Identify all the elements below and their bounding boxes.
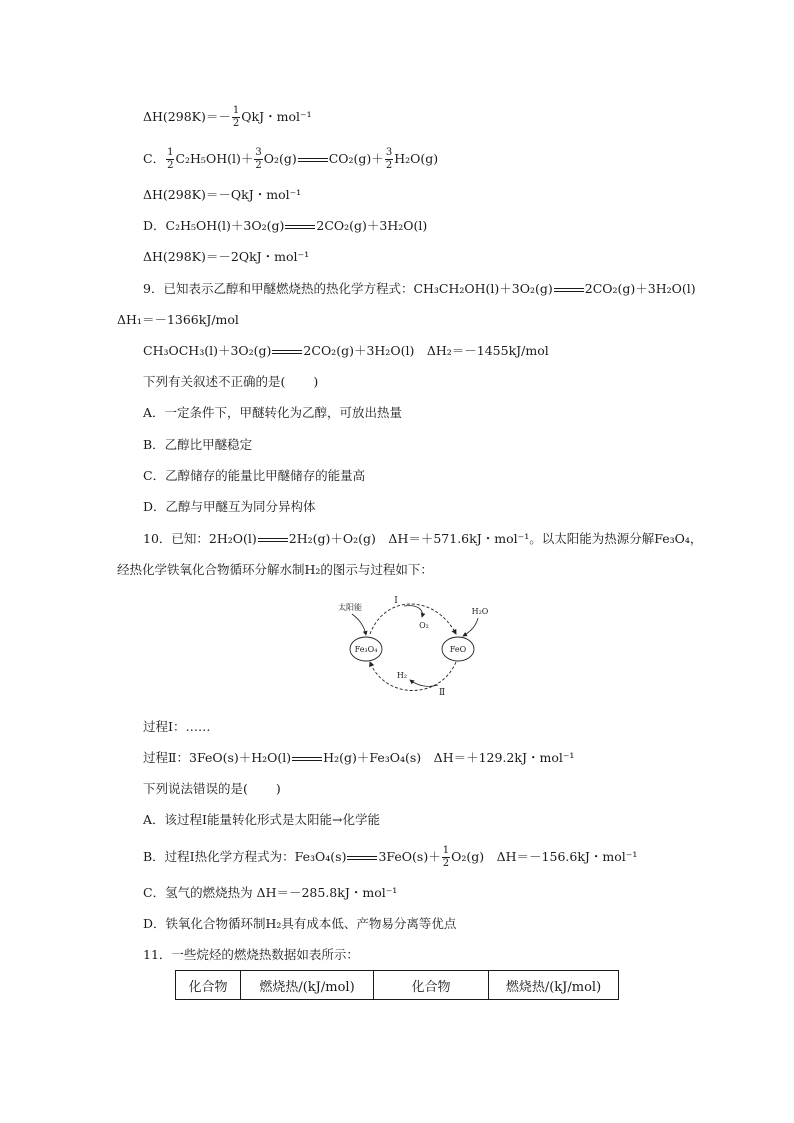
equals-arrow bbox=[285, 225, 315, 229]
stage-2-label: Ⅱ bbox=[438, 688, 446, 698]
table-header-row bbox=[176, 971, 619, 1000]
question-9-stem: 9．已知表示乙醇和甲醚燃烧热的热化学方程式：CH₃CH₂OH(l)＋3O₂(g) 2CO₂(g)＋3H₂O(l) bbox=[143, 281, 696, 296]
equals-arrow bbox=[347, 856, 377, 860]
equals-arrow bbox=[292, 757, 322, 761]
h2o-label: H₂O bbox=[471, 607, 489, 616]
solar-arrow bbox=[352, 614, 366, 635]
question-9-option-b: B．乙醇比甲醚稳定 bbox=[143, 437, 253, 452]
table-header-cell: 化合物 bbox=[176, 971, 241, 1000]
fe3o4-label: Fe₃O₄ bbox=[354, 645, 378, 654]
lower-cycle-arrow bbox=[370, 662, 456, 691]
combustion-heat-table bbox=[175, 970, 619, 1000]
h2o-arrow bbox=[463, 618, 478, 636]
table-header-cell: 燃烧热/(kJ/mol) bbox=[241, 971, 374, 1000]
equals-arrow bbox=[258, 538, 288, 542]
table-header-cell: 燃烧热/(kJ/mol) bbox=[489, 971, 619, 1000]
option-d-equation: D．C₂H₅OH(l)＋3O₂(g) 2CO₂(g)＋3H₂O(l) bbox=[143, 218, 428, 233]
solar-label: 太阳能 bbox=[338, 603, 362, 612]
question-9-dh1: ΔH₁＝－1366kJ/mol bbox=[117, 312, 239, 327]
dh-line-c: ΔH(298K)＝－QkJ・mol⁻¹ bbox=[143, 187, 302, 202]
option-c-equation: C． $\frac{1}{2}$ C₂H₅OH(l)＋ $\frac{3}{2}$ O₂(g) CO₂(g)＋ $\frac{3}{2}$ H₂O(g) bbox=[143, 147, 439, 171]
process-1: 过程Ⅰ：…… bbox=[143, 719, 211, 734]
question-10-stem-line-2: 经热化学铁氧化合物循环分解水制H₂的图示与过程如下： bbox=[117, 562, 433, 577]
fraction: $\frac{3}{2}$ bbox=[255, 147, 262, 171]
equals-arrow bbox=[554, 288, 584, 292]
fraction: $\frac{1}{2}$ bbox=[167, 147, 174, 171]
iron-oxide-cycle-diagram bbox=[330, 592, 490, 702]
question-11-stem: 11．一些烷烃的燃烧热数据如表所示： bbox=[143, 947, 359, 962]
feo-label: FeO bbox=[449, 645, 467, 654]
question-10-stem: 10．已知：2H₂O(l) 2H₂(g)＋O₂(g) ΔH＝＋571.6kJ・mol⁻¹。以太阳能为热源分解Fe₃O₄， bbox=[143, 531, 703, 546]
o2-arrow bbox=[404, 606, 422, 617]
dh-line-b: ΔH(298K)＝－ $\frac{1}{2}$ QkJ・mol⁻¹ bbox=[143, 105, 312, 129]
table-header-cell: 化合物 bbox=[374, 971, 489, 1000]
question-9-option-a: A．一定条件下，甲醚转化为乙醇，可放出热量 bbox=[143, 405, 403, 420]
h2-label: H₂ bbox=[396, 671, 408, 680]
o2-label: O₂ bbox=[419, 621, 429, 630]
question-9-option-d: D．乙醇与甲醚互为同分异构体 bbox=[143, 499, 316, 514]
question-10-option-a: A．该过程Ⅰ能量转化形式是太阳能→化学能 bbox=[143, 812, 380, 827]
question-10-option-d: D．铁氧化合物循环制H₂具有成本低、产物易分离等优点 bbox=[143, 916, 457, 931]
fraction: $\frac{1}{2}$ bbox=[232, 105, 240, 129]
question-10-option-b: B．过程Ⅰ热化学方程式为：Fe₃O₄(s) 3FeO(s)＋ $\frac{1}{2}$ O₂(g) ΔH＝－156.6kJ・mol⁻¹ bbox=[143, 845, 638, 869]
question-9-ask: 下列有关叙述不正确的是( ) bbox=[143, 374, 319, 389]
equals-arrow bbox=[272, 350, 302, 354]
fraction: $\frac{1}{2}$ bbox=[442, 845, 450, 869]
question-9-equation-2: CH₃OCH₃(l)＋3O₂(g) 2CO₂(g)＋3H₂O(l) ΔH₂＝－1455kJ/mol bbox=[143, 343, 549, 358]
question-10-ask: 下列说法错误的是( ) bbox=[143, 781, 281, 796]
stage-1-label: Ⅰ bbox=[394, 596, 398, 606]
process-2: 过程Ⅱ：3FeO(s)＋H₂O(l) H₂(g)＋Fe₃O₄(s) ΔH＝＋129.2kJ・mol⁻¹ bbox=[143, 750, 575, 765]
h2-arrow bbox=[410, 680, 438, 686]
question-9-option-c: C．乙醇储存的能量比甲醚储存的能量高 bbox=[143, 468, 366, 483]
upper-cycle-arrow bbox=[370, 604, 456, 634]
dh-line-d: ΔH(298K)＝－2QkJ・mol⁻¹ bbox=[143, 249, 310, 264]
fraction: $\frac{3}{2}$ bbox=[385, 147, 393, 171]
equals-arrow bbox=[298, 158, 328, 162]
question-10-option-c: C．氢气的燃烧热为 ΔH＝－285.8kJ・mol⁻¹ bbox=[143, 885, 398, 900]
